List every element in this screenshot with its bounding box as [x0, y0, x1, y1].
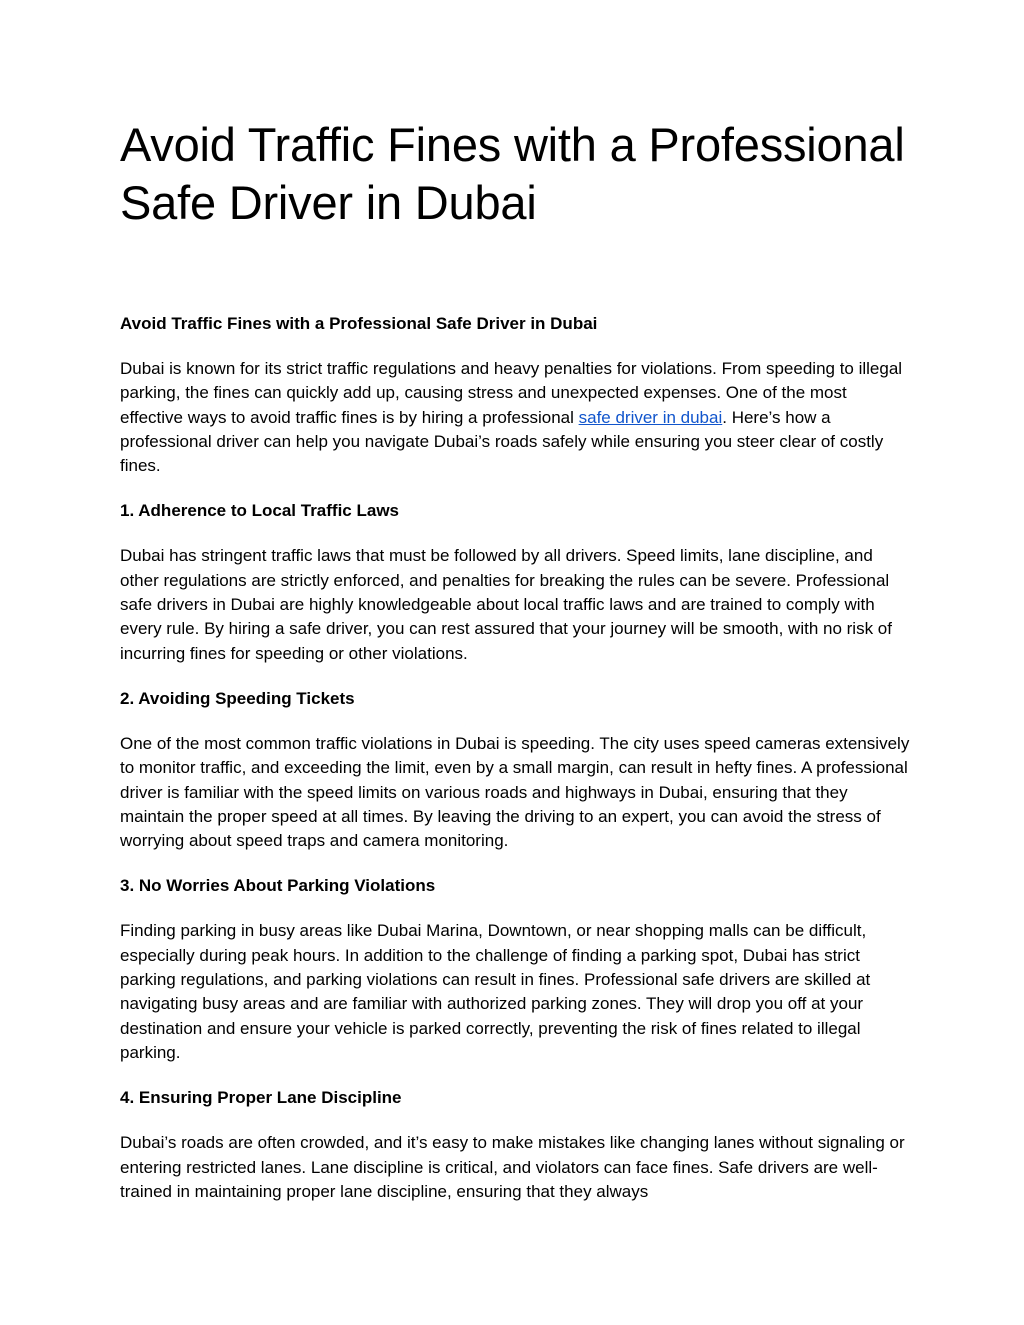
section-heading-speeding: 2. Avoiding Speeding Tickets — [120, 688, 355, 708]
safe-driver-link[interactable]: safe driver in dubai — [578, 407, 723, 427]
section-body-parking: Finding parking in busy areas like Dubai Marina, Downtown, or near shopping malls can be difficult, especially during peak hours. In addition to the challenge of finding a parking spot, Dubai has strict parking regulations, and parking violations can result in fines. Professional safe drivers are skilled at navigating busy areas and are familiar with authorized parking zones. They will drop you off at your destination and ensure your vehicle is parked correctly, preventing the risk of fines related to illegal parking. — [120, 921, 871, 1062]
document-subtitle: Avoid Traffic Fines with a Professional Safe Driver in Dubai — [120, 314, 598, 333]
section-heading-traffic-laws: 1. Adherence to Local Traffic Laws — [120, 501, 400, 521]
document-body — [120, 116, 910, 1204]
section-body-speeding: One of the most common traffic violations in Dubai is speeding. The city uses speed cameras extensively to monitor traffic, and exceeding the limit, even by a small margin, can result in hefty fines. A professional driver is familiar with the speed limits on various roads and highways in Dubai, ensuring that they maintain the proper speed at all times. By leaving the driving to an expert, you can avoid the stress of worrying about speed traps and camera monitoring. — [120, 733, 910, 851]
section-heading-lane-discipline: 4. Ensuring Proper Lane Discipline — [120, 1088, 402, 1108]
section-body-lane-discipline: Dubai’s roads are often crowded, and it’s easy to make mistakes like changing lanes without signaling or entering restricted lanes. Lane discipline is critical, and violators can face fines. Safe drivers are well-trained in maintaining proper lane discipline, ensuring that they always — [120, 1133, 905, 1201]
intro-text-before-link: Dubai is known for its strict traffic regulations and heavy penalties for violations. From speeding to illegal parking, the fines can quickly add up, causing stress and unexpected expenses. One of the most effective ways to avoid traffic fines is by hiring a professional — [120, 359, 903, 427]
intro-paragraph — [120, 357, 910, 478]
section-heading-parking: 3. No Worries About Parking Violations — [120, 876, 436, 896]
intro-text-after-link: . Here’s how a professional driver can help you navigate Dubai’s roads safely while ensuring you steer clear of costly fines. — [120, 407, 884, 476]
section-body-traffic-laws: Dubai has stringent traffic laws that must be followed by all drivers. Speed limits, lane discipline, and other regulations are strictly enforced, and penalties for breaking the rules can be severe. Professional safe drivers in Dubai are highly knowledgeable about local traffic laws and are trained to comply with every rule. By hiring a safe driver, you can rest assured that your journey will be smooth, with no risk of incurring fines for speeding or other violations. — [120, 546, 892, 663]
document-title: Avoid Traffic Fines with a Professional Safe Driver in Dubai — [120, 118, 905, 229]
